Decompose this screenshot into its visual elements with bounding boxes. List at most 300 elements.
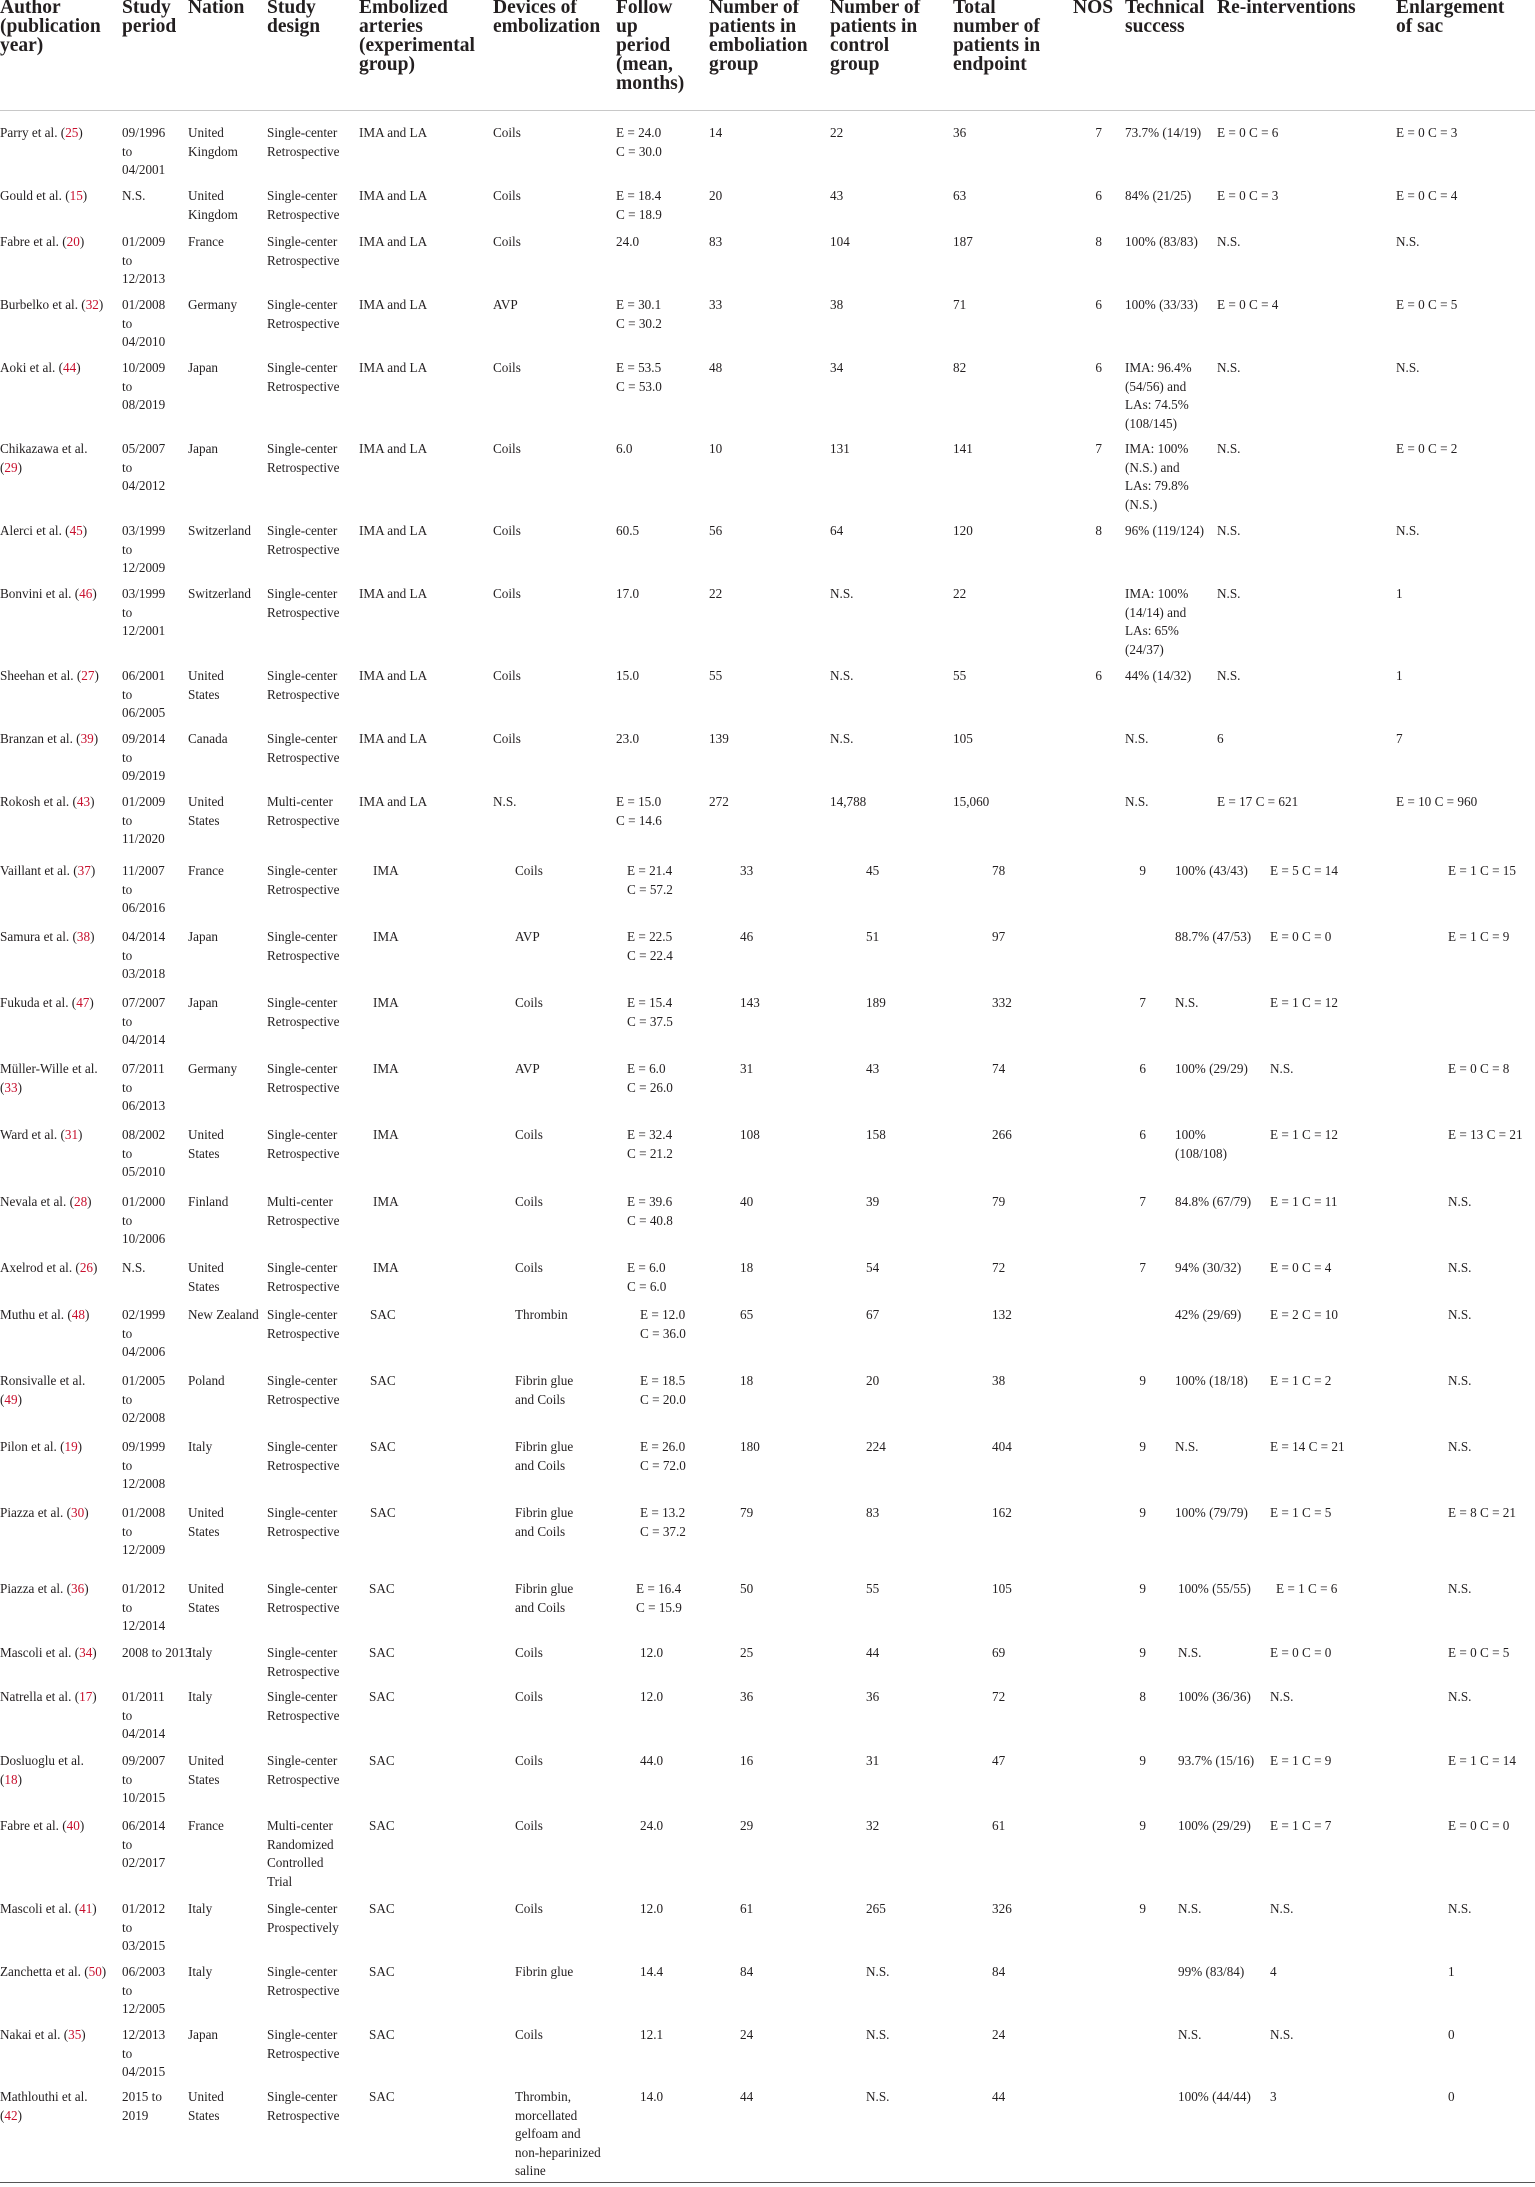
author-suffix: ) [17,1079,22,1095]
cell-reint [1217,667,1240,686]
cell-arteries [359,187,427,206]
cell-success [1125,793,1148,812]
cell-line: Finland [188,1194,229,1209]
cell-followup [616,440,632,459]
cell-n_ctrl [830,667,853,686]
cell-arteries [359,667,427,686]
cell-n_ctrl [866,1438,886,1457]
cell-nation [188,1963,212,1982]
reference-link[interactable]: 38 [76,929,91,944]
reference-link[interactable]: 26 [79,1260,94,1275]
cell-n_emb [740,1580,753,1599]
cell-n_ctrl [866,1900,886,1919]
column-header-line: year) [0,35,44,56]
cell-line: (N.S.) [1125,496,1158,512]
cell-n_emb [709,667,722,686]
cell-line: 2015 to [122,2089,162,2104]
cell-design [267,730,340,767]
reference-link[interactable]: 40 [66,1818,80,1833]
cell-followup [627,1060,673,1097]
cell-line: N.S. [1270,1901,1294,1916]
cell-n_ctrl [866,1306,879,1325]
cell-line: 6 [1095,360,1102,375]
cell-line: 12/2001 [122,623,166,639]
cell-devices [515,1259,543,1278]
cell-line: N.S. [1448,1689,1472,1704]
cell-line: E = 1 C = 12 [1270,1127,1338,1142]
reference-link[interactable]: 36 [71,1581,85,1596]
cell-n_ctrl [830,522,843,541]
cell-n_ctrl [866,928,879,947]
cell-line: C = 37.2 [640,1523,686,1539]
cell-author [0,585,97,604]
reference-link[interactable]: 33 [4,1079,18,1095]
cell-line: 79 [992,1194,1006,1209]
column-header-n_ctrl [830,0,920,74]
reference-link[interactable]: 19 [64,1439,78,1454]
cell-design [267,1900,339,1937]
cell-sac [1448,1900,1471,1919]
cell-line: to [122,1013,133,1029]
cell-line: 9 [1139,1505,1146,1520]
cell-line: 1 [1396,586,1403,601]
cell-n_ctrl [866,2088,889,2107]
cell-line: to [122,1919,133,1935]
cell-design [267,1644,340,1681]
reference-link[interactable]: 45 [69,523,83,538]
reference-link[interactable]: 17 [79,1689,93,1704]
cell-n_ctrl [866,1372,879,1391]
cell-line: Single-center [267,1127,338,1142]
cell-nos [1132,1644,1146,1663]
column-header-line: months) [616,73,685,94]
cell-line: E = 0 C = 4 [1396,188,1458,203]
cell-reint [1217,359,1240,378]
cell-reint [1270,1688,1293,1707]
cell-line: 04/2014 [122,1726,166,1742]
cell-line: E = 14 C = 21 [1270,1439,1345,1454]
cell-line: 326 [992,1901,1012,1916]
cell-success [1125,296,1198,315]
cell-line: E = 0 C = 5 [1448,1645,1510,1660]
cell-line: 01/2000 [122,1194,166,1209]
cell-line: States [188,686,220,702]
cell-author [0,1126,82,1145]
author-suffix: ) [101,1964,107,1979]
cell-line: 6 [1217,731,1224,746]
cell-sac [1396,296,1457,315]
reference-link[interactable]: 43 [76,794,91,809]
column-header-line: Study [122,0,171,18]
author-suffix: ) [81,2027,86,2042]
cell-line: to [122,1771,133,1787]
reference-link[interactable]: 50 [88,1964,102,1979]
cell-line: United [188,1753,224,1768]
author-name: Nakai et al. ( [0,2027,69,2042]
cell-line: E = 0 C = 4 [1270,1260,1332,1275]
author-prefix: ( [0,1079,5,1095]
reference-link[interactable]: 47 [76,995,90,1010]
cell-devices [515,994,543,1013]
cell-nos [1132,994,1146,1013]
cell-line: 02/2008 [122,1410,166,1426]
reference-link[interactable]: 18 [4,1771,18,1787]
cell-line: 12/2013 [122,271,166,287]
cell-line: New Zealand [188,1307,259,1322]
cell-period [122,994,165,1050]
column-header-line: Devices of [493,0,577,18]
cell-nos [1088,233,1102,252]
cell-n_ctrl [830,124,843,143]
author-name: Branzan et al. ( [0,731,81,746]
cell-followup [640,2026,663,2045]
cell-line: 32 [866,1818,880,1833]
cell-nos [1132,1126,1146,1145]
cell-line: (54/56) and [1125,378,1187,394]
cell-line: 44 [740,2089,754,2104]
cell-line: IMA: 100% [1125,586,1189,601]
author-name: Mathlouthi et al. [0,2089,88,2104]
cell-period [122,667,165,723]
cell-line: 44% (14/32) [1125,668,1192,683]
reference-link[interactable]: 46 [79,586,93,601]
cell-line: 44.0 [640,1753,664,1768]
cell-line: 12.0 [640,1645,664,1660]
cell-n_total [953,296,966,315]
cell-success [1125,585,1188,659]
cell-reint [1270,1306,1338,1325]
cell-n_ctrl [830,359,843,378]
cell-line: States [188,1599,220,1615]
cell-line: to [122,1836,133,1852]
cell-line: 38 [992,1373,1006,1388]
cell-period [122,1438,165,1494]
cell-line: Coils [515,1260,543,1275]
cell-line: N.S. [1396,523,1420,538]
cell-followup [616,359,662,396]
author-name: Fukuda et al. ( [0,995,77,1010]
cell-line: 34 [830,360,844,375]
reference-link[interactable]: 30 [71,1505,85,1520]
cell-design [267,928,340,965]
cell-sac [1448,2026,1455,2045]
cell-success [1175,1060,1248,1079]
cell-reint [1217,187,1278,206]
cell-line: Italy [188,1964,213,1979]
cell-n_total [992,994,1012,1013]
cell-line: 03/2018 [122,966,166,982]
author-suffix: ) [76,360,81,375]
cell-line: 33 [709,297,723,312]
cell-line: non-heparinized [515,2144,601,2160]
cell-nos [1088,124,1102,143]
reference-link[interactable]: 15 [69,188,83,203]
cell-reint [1270,862,1338,881]
reference-link[interactable]: 20 [66,234,80,249]
cell-n_total [992,1688,1005,1707]
cell-line: C = 26.0 [627,1079,673,1095]
cell-line: N.S. [866,2089,890,2104]
cell-line: Single-center [267,1373,338,1388]
cell-reint [1270,1193,1338,1212]
cell-arteries [359,296,427,315]
reference-link[interactable]: 37 [77,863,91,878]
cell-line: E = 18.5 [640,1373,686,1388]
cell-line: 100% (36/36) [1178,1689,1251,1704]
cell-line: 43 [866,1061,880,1076]
column-header-line: Re-interventions [1217,0,1356,18]
cell-line: United [188,668,224,683]
cell-line: N.S. [1448,1307,1472,1322]
cell-line: 100% (83/83) [1125,234,1198,249]
cell-line: N.S. [1448,1260,1472,1275]
cell-line: 17.0 [616,586,640,601]
cell-line: Coils [515,1127,543,1142]
cell-period [122,440,165,496]
cell-design [267,440,340,477]
cell-line: 01/2008 [122,1505,166,1520]
reference-link[interactable]: 27 [81,668,95,683]
cell-design [267,1372,340,1409]
cell-design [267,124,340,161]
cell-line: Retrospective [267,1982,340,1998]
cell-line: 12.0 [640,1901,664,1916]
cell-line: United [188,188,224,203]
cell-author [0,1060,98,1097]
cell-n_total [953,730,973,749]
cell-arteries [359,124,427,143]
cell-line: 105 [992,1581,1012,1596]
cell-sac [1448,1504,1516,1523]
cell-followup [640,1963,663,1982]
column-header-success [1125,0,1204,36]
cell-line: SAC [369,1689,395,1704]
cell-line: E = 0 C = 0 [1448,1818,1510,1833]
cell-n_total [953,233,973,252]
cell-line: to [122,1982,133,1998]
cell-line: C = 57.2 [627,881,673,897]
cell-line: 7 [1139,1194,1146,1209]
cell-n_ctrl [830,730,853,749]
cell-line: E = 26.0 [640,1439,686,1454]
cell-line: N.S. [122,1260,146,1275]
cell-line: IMA: 100% [1125,441,1189,456]
cell-line: Coils [493,125,521,140]
cell-line: N.S. [830,668,854,683]
cell-line: IMA [373,995,399,1010]
reference-link[interactable]: 34 [79,1645,93,1660]
cell-line: 272 [709,794,729,809]
cell-line: 74 [992,1061,1006,1076]
cell-line: 33 [740,863,754,878]
cell-line: 9 [1139,1645,1146,1660]
cell-nation [188,2088,224,2125]
cell-arteries [369,1688,395,1707]
cell-nos [1132,1752,1146,1771]
cell-line: 8 [1095,523,1102,538]
cell-line: 48 [709,360,723,375]
author-name: Pilon et al. ( [0,1439,65,1454]
cell-devices [515,2026,543,2045]
cell-devices [515,1126,543,1145]
cell-n_emb [709,124,722,143]
column-header-line: group [830,54,880,75]
cell-sac [1396,124,1457,143]
cell-success [1175,1306,1241,1325]
cell-line: 14 [709,125,723,140]
cell-line: 01/2012 [122,1901,166,1916]
cell-nation [188,1900,212,1919]
cell-line: Single-center [267,360,338,375]
author-suffix: ) [79,1818,85,1833]
cell-reint [1270,994,1338,1013]
reference-link[interactable]: 35 [68,2027,82,2042]
cell-line: Retrospective [267,1278,340,1294]
cell-line: 63 [953,188,967,203]
cell-line: Retrospective [267,1325,340,1341]
cell-arteries [369,1752,395,1771]
cell-line: 100% (29/29) [1175,1061,1248,1076]
cell-line: 47 [992,1753,1006,1768]
cell-n_emb [709,296,722,315]
reference-link[interactable]: 48 [71,1307,85,1322]
cell-success [1178,1688,1251,1707]
cell-followup [627,994,673,1031]
author-suffix: ) [94,668,99,683]
cell-line: E = 22.5 [627,929,673,944]
cell-line: 96% (119/124) [1125,523,1204,538]
cell-line: Fibrin glue [515,1964,574,1979]
cell-line: E = 1 C = 6 [1276,1581,1338,1596]
cell-success [1175,1126,1227,1163]
cell-line: 04/2014 [122,929,166,944]
cell-line: SAC [370,1439,396,1454]
cell-design [267,296,340,333]
cell-period [122,233,165,289]
cell-n_emb [740,2026,753,2045]
reference-link[interactable]: 42 [4,2107,18,2123]
author-prefix: ( [0,1391,5,1407]
cell-author [0,2026,86,2045]
column-header-line: (publication [0,16,101,37]
reference-link[interactable]: 31 [64,1127,79,1142]
cell-author [0,1580,89,1599]
cell-line: 6 [1139,1061,1146,1076]
reference-link[interactable]: 29 [4,459,18,475]
author-suffix: ) [92,1689,97,1704]
reference-link[interactable]: 32 [85,297,99,312]
cell-n_emb [709,359,722,378]
cell-line: 64 [830,523,844,538]
cell-nation [188,1193,228,1212]
cell-n_emb [740,928,753,947]
cell-sac [1448,1126,1523,1145]
cell-line: 06/2001 [122,668,166,683]
column-header-line: success [1125,16,1185,37]
cell-n_total [992,862,1005,881]
cell-nation [188,1126,224,1163]
column-header-nos [1073,0,1113,17]
cell-line: N.S. [1125,731,1149,746]
cell-line: IMA and LA [359,234,428,249]
cell-devices [515,1306,568,1325]
cell-line: Single-center [267,586,338,601]
reference-link[interactable]: 25 [65,125,79,140]
cell-followup [616,730,639,749]
cell-period [122,296,165,352]
cell-line: United [188,1581,224,1596]
cell-line: Retrospective [267,686,340,702]
cell-line: SAC [369,2089,395,2104]
author-name: Vaillant et al. ( [0,863,78,878]
cell-n_ctrl [866,2026,889,2045]
cell-followup [640,1900,663,1919]
cell-nation [188,1688,212,1707]
cell-line: 9 [1139,1818,1146,1833]
cell-line: E = 8 C = 21 [1448,1505,1516,1520]
cell-reint [1217,793,1298,812]
cell-period [122,1817,165,1873]
author-suffix: ) [87,1194,92,1209]
author-name: Bonvini et al. ( [0,586,80,601]
reference-link[interactable]: 49 [4,1391,18,1407]
reference-link[interactable]: 28 [73,1194,88,1209]
cell-devices [493,793,516,812]
cell-line: 8 [1095,234,1102,249]
cell-line: N.S. [122,188,146,203]
cell-line: 224 [866,1439,886,1454]
cell-line: 36 [740,1689,754,1704]
reference-link[interactable]: 41 [79,1901,93,1916]
reference-link[interactable]: 44 [63,360,77,375]
cell-success [1175,928,1251,947]
cell-line: 45 [866,863,880,878]
cell-line: IMA and LA [359,523,428,538]
cell-design [267,359,340,396]
cell-n_total [992,1900,1012,1919]
cell-line: IMA [373,1127,399,1142]
cell-n_ctrl [830,585,853,604]
cell-n_total [953,667,966,686]
author-name: Piazza et al. ( [0,1581,72,1596]
cell-nation [188,928,218,947]
cell-devices [515,1900,543,1919]
cell-line: 38 [830,297,844,312]
column-header-design [267,0,320,36]
cell-nation [188,296,237,315]
cell-line: E = 0 C = 3 [1217,188,1279,203]
cell-n_emb [740,1259,753,1278]
cell-n_emb [709,585,722,604]
cell-line: C = 30.2 [616,315,662,331]
reference-link[interactable]: 39 [80,731,94,746]
cell-arteries [369,1644,395,1663]
cell-design [267,1060,340,1097]
cell-arteries [373,928,399,947]
cell-line: N.S. [1178,1901,1202,1916]
cell-line: 04/2015 [122,2064,166,2080]
cell-line: morcellated [515,2107,578,2123]
cell-line: N.S. [493,794,517,809]
cell-line: (24/37) [1125,641,1164,657]
author-name: Chikazawa et al. [0,441,88,456]
cell-nation [188,187,238,224]
cell-line: to [122,604,133,620]
cell-line: Retrospective [267,459,340,475]
cell-line: 31 [866,1753,880,1768]
cell-author [0,1963,106,1982]
cell-reint [1270,2026,1293,2045]
